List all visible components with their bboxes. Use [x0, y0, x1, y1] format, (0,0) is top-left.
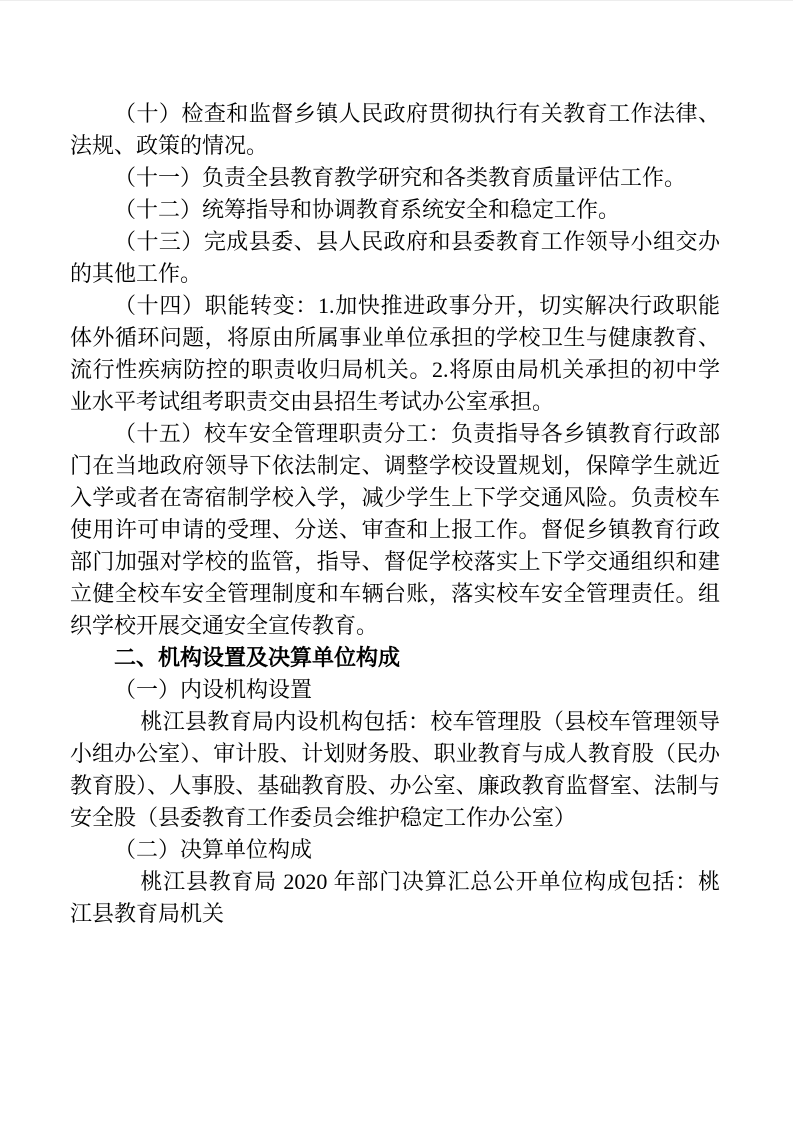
subsection-1-heading: （一）内设机构设置 — [114, 677, 313, 702]
paragraph-duty-15-school-bus: （十五）校车安全管理职责分工：负责指导各乡镇教育行政部门在当地政府领导下依法制定、调整学校设置规划，保障学生就近入学或者在寄宿制学校入学，减少学生上下学交通风险。负责校车使用许可申请的受理、分送、审查和上报工作。督促乡镇教育行政部门加强对学校的监管，指导、督促学校落实上下学交通组织和建立健全校车安全管理制度和车辆台账，落实校车安全管理责任。组织学校开展交通安全宣传教育。 — [70, 421, 720, 638]
document-content — [70, 98, 720, 930]
section-2-heading: 二、机构设置及决算单位构成 — [114, 645, 401, 670]
paragraph-duty-11: （十一）负责全县教育教学研究和各类教育质量评估工作。 — [114, 165, 687, 190]
paragraph-duty-12: （十二）统筹指导和协调教育系统安全和稳定工作。 — [114, 197, 621, 222]
subsection-2-heading: （二）决算单位构成 — [114, 837, 313, 862]
paragraph-internal-org: 桃江县教育局内设机构包括：校车管理股（县校车管理领导小组办公室）、审计股、计划财务股、职业教育与成人教育股（民办教育股）、人事股、基础教育股、办公室、廉政教育监督室、法制与安全股（县委教育工作委员会维护稳定工作办公室） — [70, 709, 720, 830]
paragraph-duty-13: （十三）完成县委、县人民政府和县委教育工作领导小组交办的其他工作。 — [70, 229, 720, 286]
paragraph-duty-10: （十）检查和监督乡镇人民政府贯彻执行有关教育工作法律、法规、政策的情况。 — [70, 101, 720, 158]
paragraph-duty-14-functions: （十四）职能转变：1.加快推进政事分开，切实解决行政职能体外循环问题，将原由所属事业单位承担的学校卫生与健康教育、流行性疾病防控的职责收归局机关。2.将原由局机关承担的初中学业水平考试组考职责交由县招生考试办公室承担。 — [70, 293, 720, 414]
paragraph-budget-units: 桃江县教育局 2020 年部门决算汇总公开单位构成包括：桃江县教育局机关 — [70, 869, 720, 926]
